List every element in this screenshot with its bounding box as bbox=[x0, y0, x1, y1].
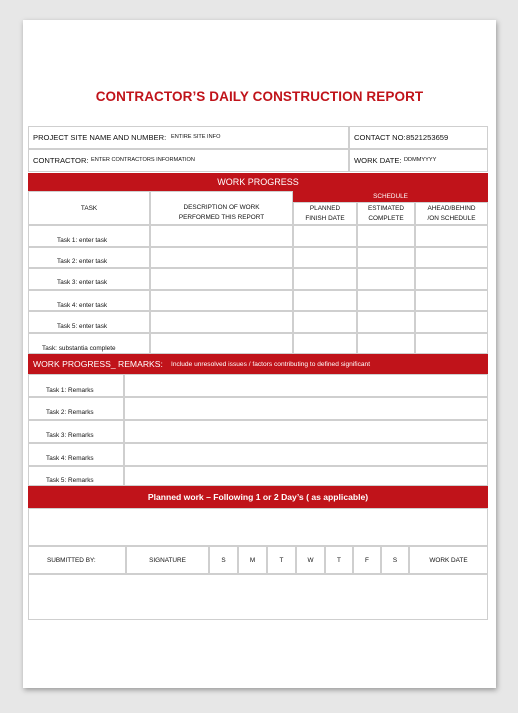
project-label: PROJECT SITE NAME AND NUMBER: bbox=[33, 133, 167, 142]
col-ahead-label-1: AHEAD/BEHIND bbox=[427, 205, 476, 212]
remark-input[interactable] bbox=[124, 443, 488, 466]
contractor-cell[interactable] bbox=[28, 149, 349, 172]
report-page bbox=[23, 20, 496, 688]
work-progress-title: WORK PROGRESS bbox=[217, 177, 299, 187]
project-value: ENTIRE SITE INFO bbox=[171, 134, 221, 140]
task-cell[interactable] bbox=[28, 333, 150, 354]
remark-label: Task 3: Remarks bbox=[46, 432, 94, 439]
col-ahead-label-2: /ON SCHEDULE bbox=[427, 215, 476, 222]
report-title: CONTRACTOR’S DAILY CONSTRUCTION REPORT bbox=[95, 89, 424, 104]
contact-value: 8521253659 bbox=[406, 133, 449, 142]
signature-cell[interactable] bbox=[126, 546, 209, 574]
col-description-header bbox=[150, 191, 293, 225]
day-label: S bbox=[221, 557, 226, 564]
task-cell[interactable] bbox=[28, 247, 150, 268]
remarks-subtitle: Include unresolved issues / factors contributing to defined significant bbox=[171, 361, 371, 368]
estimated-cell[interactable] bbox=[357, 311, 415, 333]
work-progress-header bbox=[28, 173, 488, 191]
remarks-title: WORK PROGRESS_ REMARKS: bbox=[33, 359, 163, 369]
ahead-cell[interactable] bbox=[415, 290, 488, 311]
remarks-header bbox=[28, 354, 488, 374]
schedule-label: SCHEDULE bbox=[373, 193, 408, 200]
day-cell-sun[interactable] bbox=[209, 546, 238, 574]
contractor-value: ENTER CONTRACTORS INFORMATION bbox=[91, 157, 195, 163]
remark-label: Task 4: Remarks bbox=[46, 455, 94, 462]
work-date-value: DDMMYYYY bbox=[404, 157, 437, 163]
col-planned-header bbox=[293, 202, 357, 225]
work-date-label: WORK DATE: bbox=[354, 156, 402, 165]
task-label: Task 1: enter task bbox=[57, 237, 108, 244]
estimated-cell[interactable] bbox=[357, 290, 415, 311]
remark-label-cell bbox=[28, 397, 124, 420]
task-cell[interactable] bbox=[28, 268, 150, 290]
day-label: S bbox=[392, 557, 398, 564]
estimated-cell[interactable] bbox=[357, 247, 415, 268]
description-cell[interactable] bbox=[150, 290, 293, 311]
planned-cell[interactable] bbox=[293, 311, 357, 333]
task-label: Task 5: enter task bbox=[57, 323, 108, 330]
remark-label-cell bbox=[28, 374, 124, 397]
col-description-label-2: PERFORMED THIS REPORT bbox=[178, 214, 265, 221]
col-estimated-header bbox=[357, 202, 415, 225]
task-label: Task 4: enter task bbox=[57, 302, 108, 309]
remark-label: Task 1: Remarks bbox=[46, 387, 94, 394]
ahead-cell[interactable] bbox=[415, 225, 488, 247]
contact-label: CONTACT NO: bbox=[354, 133, 406, 142]
col-planned-label-1: PLANNED bbox=[309, 205, 341, 212]
task-label: Task: substantia complete bbox=[42, 345, 116, 352]
day-label: W bbox=[307, 557, 314, 564]
ahead-cell[interactable] bbox=[415, 268, 488, 290]
task-label: Task 2: enter task bbox=[57, 258, 108, 265]
description-cell[interactable] bbox=[150, 268, 293, 290]
contact-cell[interactable] bbox=[349, 126, 488, 149]
planned-cell[interactable] bbox=[293, 268, 357, 290]
col-planned-label-2: FINISH DATE bbox=[305, 215, 345, 222]
task-cell[interactable] bbox=[28, 225, 150, 247]
signature-label: SIGNATURE bbox=[149, 557, 186, 564]
planned-cell[interactable] bbox=[293, 333, 357, 354]
day-label: M bbox=[249, 557, 256, 564]
col-estimated-label-1: ESTIMATED bbox=[367, 205, 405, 212]
col-task-header bbox=[28, 191, 150, 225]
schedule-header bbox=[293, 191, 488, 202]
day-cell-mon[interactable] bbox=[238, 546, 267, 574]
description-cell[interactable] bbox=[150, 333, 293, 354]
remark-input[interactable] bbox=[124, 420, 488, 443]
remark-label-cell bbox=[28, 420, 124, 443]
task-cell[interactable] bbox=[28, 311, 150, 333]
col-description-label-1: DESCRIPTION OF WORK bbox=[183, 204, 260, 211]
ahead-cell[interactable] bbox=[415, 333, 488, 354]
day-label: F bbox=[365, 557, 369, 564]
col-task-label: TASK bbox=[80, 205, 98, 212]
day-cell-fri[interactable] bbox=[353, 546, 381, 574]
remark-label: Task 2: Remarks bbox=[46, 409, 94, 416]
footer-notes-input[interactable] bbox=[28, 574, 488, 620]
remark-label-cell bbox=[28, 443, 124, 466]
day-cell-wed[interactable] bbox=[296, 546, 325, 574]
description-cell[interactable] bbox=[150, 247, 293, 268]
task-label: Task 3: enter task bbox=[57, 279, 108, 286]
ahead-cell[interactable] bbox=[415, 311, 488, 333]
day-cell-tue[interactable] bbox=[267, 546, 296, 574]
remark-label-cell bbox=[28, 466, 124, 486]
planned-work-header bbox=[28, 486, 488, 508]
remark-input[interactable] bbox=[124, 466, 488, 486]
day-label: T bbox=[337, 557, 341, 564]
planned-work-title: Planned work – Following 1 or 2 Day’s ( as applicable) bbox=[147, 492, 369, 502]
col-estimated-label-2: COMPLETE bbox=[368, 215, 404, 222]
remark-label: Task 5: Remarks bbox=[46, 477, 94, 484]
planned-cell[interactable] bbox=[293, 290, 357, 311]
col-ahead-header bbox=[415, 202, 488, 225]
contractor-label: CONTRACTOR: bbox=[33, 156, 89, 165]
footer-work-date-label: WORK DATE bbox=[429, 557, 468, 564]
description-cell[interactable] bbox=[150, 311, 293, 333]
remark-input[interactable] bbox=[124, 397, 488, 420]
estimated-cell[interactable] bbox=[357, 268, 415, 290]
planned-cell[interactable] bbox=[293, 225, 357, 247]
day-cell-sat[interactable] bbox=[381, 546, 409, 574]
footer-work-date-cell[interactable] bbox=[409, 546, 488, 574]
planned-work-input[interactable] bbox=[28, 508, 488, 546]
planned-cell[interactable] bbox=[293, 247, 357, 268]
ahead-cell[interactable] bbox=[415, 247, 488, 268]
submitted-by-cell[interactable] bbox=[28, 546, 126, 574]
description-cell[interactable] bbox=[150, 225, 293, 247]
estimated-cell[interactable] bbox=[357, 225, 415, 247]
submitted-by-label: SUBMITTED BY: bbox=[47, 557, 96, 564]
project-cell[interactable] bbox=[28, 126, 349, 149]
task-cell[interactable] bbox=[28, 290, 150, 311]
estimated-cell[interactable] bbox=[357, 333, 415, 354]
remark-input[interactable] bbox=[124, 374, 488, 397]
day-cell-thu[interactable] bbox=[325, 546, 353, 574]
work-date-cell[interactable] bbox=[349, 149, 488, 172]
day-label: T bbox=[279, 557, 284, 564]
